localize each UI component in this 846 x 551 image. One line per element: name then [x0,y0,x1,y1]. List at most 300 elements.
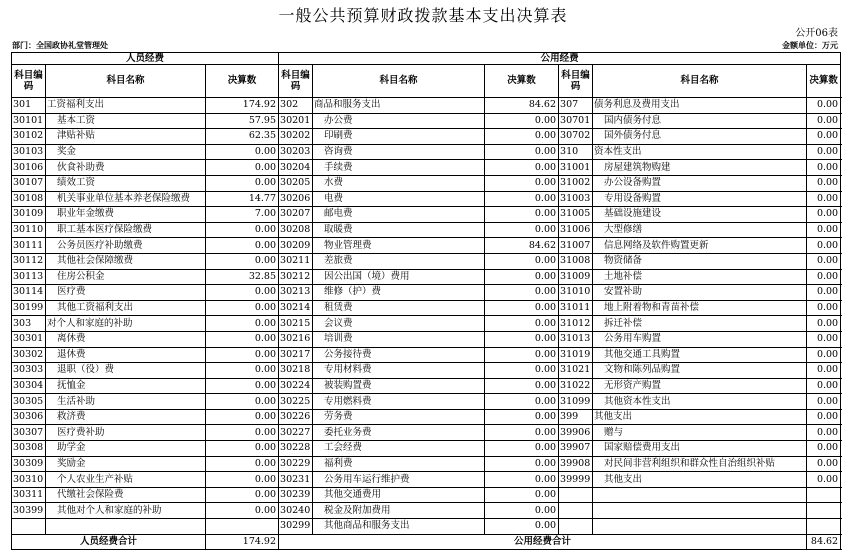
item-name: 培训费 [313,331,485,347]
page-title: 一般公共预算财政拨款基本支出决算表 [278,6,568,25]
item-code: 302 [279,98,313,114]
item-code: 30217 [279,347,313,363]
item-name: 因公出国（境）费用 [313,269,485,285]
table-row [12,347,841,363]
item-amount: 0.00 [206,222,279,238]
item-code: 30218 [279,363,313,379]
item-amount: 0.00 [807,472,841,488]
table-row [12,394,841,410]
item-code: 30306 [12,409,46,425]
item-code [559,519,593,535]
item-name: 拆迁补偿 [593,316,807,332]
item-code: 30307 [12,425,46,441]
table-row [12,191,841,207]
item-amount: 32.85 [206,269,279,285]
item-code: 30209 [279,238,313,254]
item-name: 抚恤金 [46,378,206,394]
item-name: 税金及附加费用 [313,503,485,519]
item-code: 307 [559,98,593,114]
item-code: 30101 [12,113,46,129]
item-code: 31011 [559,300,593,316]
item-amount: 0.00 [206,144,279,160]
table-row [12,378,841,394]
item-code: 30702 [559,129,593,145]
item-name: 专用燃料费 [313,394,485,410]
item-amount: 0.00 [206,425,279,441]
item-code: 30108 [12,191,46,207]
amount-header: 决算数 [206,65,279,98]
item-code: 30215 [279,316,313,332]
item-name: 无形资产购置 [593,378,807,394]
item-name: 电费 [313,191,485,207]
item-code [559,503,593,519]
item-name: 医疗费 [46,285,206,301]
item-code: 30201 [279,113,313,129]
item-code: 30112 [12,253,46,269]
item-name: 代缴社会保险费 [46,487,206,503]
item-code: 30205 [279,175,313,191]
item-amount: 0.00 [206,409,279,425]
item-amount: 0.00 [206,331,279,347]
item-code: 399 [559,409,593,425]
item-code: 30231 [279,472,313,488]
item-amount: 0.00 [206,378,279,394]
item-name: 退职（役）费 [46,363,206,379]
item-code: 30199 [12,300,46,316]
item-code: 30311 [12,487,46,503]
item-name: 邮电费 [313,207,485,223]
expenditure-table [11,52,841,550]
item-name: 其他商品和服务支出 [313,519,485,535]
item-code: 30103 [12,144,46,160]
item-code: 39999 [559,472,593,488]
item-name: 机关事业单位基本养老保险缴费 [46,191,206,207]
item-name: 委托业务费 [313,425,485,441]
item-code: 303 [12,316,46,332]
item-amount: 62.35 [206,129,279,145]
item-name: 大型修缮 [593,222,807,238]
item-code: 30106 [12,160,46,176]
item-code: 30701 [559,113,593,129]
item-amount: 0.00 [807,409,841,425]
item-amount: 0.00 [206,316,279,332]
item-name: 奖励金 [46,456,206,472]
item-name: 奖金 [46,144,206,160]
item-amount: 0.00 [807,238,841,254]
item-code [12,519,46,535]
item-code: 30226 [279,409,313,425]
item-name: 职工基本医疗保险缴费 [46,222,206,238]
item-code: 30239 [279,487,313,503]
item-name: 其他社会保障缴费 [46,253,206,269]
item-code: 31099 [559,394,593,410]
table-row [12,300,841,316]
section-header-row [12,53,841,65]
item-name: 会议费 [313,316,485,332]
item-code: 30303 [12,363,46,379]
table-row [12,269,841,285]
item-amount: 0.00 [485,347,559,363]
item-code: 31009 [559,269,593,285]
item-code: 30204 [279,160,313,176]
item-amount: 0.00 [206,160,279,176]
item-code [559,487,593,503]
item-amount: 0.00 [206,441,279,457]
item-amount: 0.00 [807,253,841,269]
item-code: 30113 [12,269,46,285]
item-amount: 0.00 [807,425,841,441]
item-name: 职业年金缴费 [46,207,206,223]
code-header: 科目编码 [12,65,46,98]
item-name: 基本工资 [46,113,206,129]
item-name: 住房公积金 [46,269,206,285]
item-name: 伙食补助费 [46,160,206,176]
item-name: 租赁费 [313,300,485,316]
item-name: 物资储备 [593,253,807,269]
item-name: 其他资本性支出 [593,394,807,410]
item-amount: 0.00 [807,441,841,457]
item-amount: 84.62 [485,238,559,254]
item-name: 绩效工资 [46,175,206,191]
item-amount: 0.00 [206,472,279,488]
item-name: 其他交通费用 [313,487,485,503]
item-amount: 0.00 [206,285,279,301]
item-amount: 0.00 [485,207,559,223]
item-name [593,519,807,535]
item-code: 30114 [12,285,46,301]
item-name: 公务员医疗补助缴费 [46,238,206,254]
table-row [12,503,841,519]
table-row [12,285,841,301]
item-name: 文物和陈列品购置 [593,363,807,379]
item-code: 301 [12,98,46,114]
item-amount: 0.00 [206,300,279,316]
table-row [12,144,841,160]
item-amount: 0.00 [485,487,559,503]
item-code: 30224 [279,378,313,394]
item-amount [807,519,841,535]
item-code: 30399 [12,503,46,519]
item-amount: 0.00 [807,98,841,114]
item-code: 31002 [559,175,593,191]
table-row [12,175,841,191]
amount-header: 决算数 [485,65,559,98]
item-code: 30109 [12,207,46,223]
item-amount: 0.00 [807,113,841,129]
item-code: 30207 [279,207,313,223]
item-amount: 0.00 [807,347,841,363]
item-name: 维修（护）费 [313,285,485,301]
item-amount: 84.62 [485,98,559,114]
item-amount: 0.00 [807,129,841,145]
table-row [12,425,841,441]
item-code: 31022 [559,378,593,394]
item-amount: 0.00 [206,503,279,519]
item-name: 安置补助 [593,285,807,301]
item-code: 30102 [12,129,46,145]
item-code: 30111 [12,238,46,254]
item-amount: 0.00 [485,129,559,145]
item-name: 福利费 [313,456,485,472]
item-code: 31006 [559,222,593,238]
item-name: 基础设施建设 [593,207,807,223]
item-amount: 14.77 [206,191,279,207]
item-name: 救济费 [46,409,206,425]
item-code: 30206 [279,191,313,207]
item-amount: 0.00 [206,394,279,410]
item-name: 被装购置费 [313,378,485,394]
item-amount [807,487,841,503]
item-code: 30202 [279,129,313,145]
item-name: 印刷费 [313,129,485,145]
item-code: 30304 [12,378,46,394]
item-code: 39907 [559,441,593,457]
public-total-value: 84.62 [807,534,841,550]
item-code: 30240 [279,503,313,519]
table-row [12,331,841,347]
code-header: 科目编码 [559,65,593,98]
item-code: 31010 [559,285,593,301]
item-amount: 7.00 [206,207,279,223]
form-number: 公开06表 [795,28,838,39]
item-amount: 0.00 [807,160,841,176]
item-amount: 0.00 [485,472,559,488]
item-amount: 0.00 [807,331,841,347]
item-code: 30299 [279,519,313,535]
personnel-total-label: 人员经费合计 [12,534,206,550]
item-name: 办公设备购置 [593,175,807,191]
item-name: 国外债务付息 [593,129,807,145]
table-row [12,487,841,503]
item-name [46,519,206,535]
item-amount: 0.00 [206,487,279,503]
name-header: 科目名称 [593,65,807,98]
table-row [12,98,841,114]
table-row [12,456,841,472]
item-code: 39906 [559,425,593,441]
table-row [12,207,841,223]
item-code: 30203 [279,144,313,160]
item-amount: 0.00 [807,316,841,332]
item-amount: 0.00 [485,253,559,269]
item-amount: 0.00 [807,207,841,223]
table-row [12,409,841,425]
item-amount: 57.95 [206,113,279,129]
public-total-label: 公用经费合计 [279,534,807,550]
item-name: 对民间非营利组织和群众性自治组织补贴 [593,456,807,472]
item-amount: 0.00 [206,347,279,363]
item-amount: 0.00 [807,285,841,301]
unit-label: 金额单位：万元 [782,40,838,50]
item-amount: 0.00 [485,425,559,441]
item-code: 30309 [12,456,46,472]
item-name: 退休费 [46,347,206,363]
item-amount: 0.00 [485,160,559,176]
item-amount: 0.00 [485,191,559,207]
item-code: 31003 [559,191,593,207]
item-amount: 0.00 [485,285,559,301]
item-amount: 0.00 [485,409,559,425]
item-name: 债务利息及费用支出 [593,98,807,114]
item-amount: 0.00 [485,113,559,129]
item-name: 专用材料费 [313,363,485,379]
item-code: 31001 [559,160,593,176]
item-code: 31013 [559,331,593,347]
table-row [12,253,841,269]
item-name: 其他支出 [593,472,807,488]
item-name: 工会经费 [313,441,485,457]
item-amount: 0.00 [807,191,841,207]
item-name: 咨询费 [313,144,485,160]
totals-row [12,534,841,550]
item-name: 取暖费 [313,222,485,238]
item-amount: 0.00 [485,300,559,316]
item-name: 专用设备购置 [593,191,807,207]
item-code: 31007 [559,238,593,254]
item-amount: 0.00 [206,363,279,379]
item-code: 30301 [12,331,46,347]
item-name: 劳务费 [313,409,485,425]
column-header-row [12,65,841,98]
item-name [593,503,807,519]
table-row [12,238,841,254]
item-amount: 0.00 [485,378,559,394]
item-name: 水费 [313,175,485,191]
item-amount: 0.00 [206,456,279,472]
item-code: 31008 [559,253,593,269]
item-amount: 0.00 [485,144,559,160]
item-code: 30211 [279,253,313,269]
item-name: 公务用车运行维护费 [313,472,485,488]
department-label: 部门：全国政协礼堂管理处 [12,40,108,50]
item-name: 助学金 [46,441,206,457]
item-amount: 0.00 [485,394,559,410]
item-amount: 0.00 [485,519,559,535]
item-amount: 0.00 [485,222,559,238]
item-amount: 0.00 [206,238,279,254]
item-name: 津贴补贴 [46,129,206,145]
item-name: 工资福利支出 [46,98,206,114]
item-name: 房屋建筑物购建 [593,160,807,176]
item-name: 信息网络及软件购置更新 [593,238,807,254]
item-name: 商品和服务支出 [313,98,485,114]
item-code: 30212 [279,269,313,285]
item-code: 30310 [12,472,46,488]
table-row [12,519,841,535]
item-code: 30225 [279,394,313,410]
item-name: 手续费 [313,160,485,176]
item-amount: 0.00 [807,300,841,316]
item-code: 310 [559,144,593,160]
item-code: 30302 [12,347,46,363]
item-code: 30216 [279,331,313,347]
public-section-header: 公用经费 [279,53,841,65]
item-name: 个人农业生产补贴 [46,472,206,488]
item-name: 离休费 [46,331,206,347]
item-amount: 0.00 [485,331,559,347]
item-amount: 0.00 [485,503,559,519]
item-amount: 0.00 [485,175,559,191]
item-code: 30107 [12,175,46,191]
item-name: 资本性支出 [593,144,807,160]
item-code: 30305 [12,394,46,410]
table-row [12,113,841,129]
item-name: 其他支出 [593,409,807,425]
item-amount: 174.92 [206,98,279,114]
item-code: 39908 [559,456,593,472]
item-amount: 0.00 [807,175,841,191]
item-code: 31012 [559,316,593,332]
item-amount: 0.00 [807,144,841,160]
table-row [12,222,841,238]
amount-header: 决算数 [807,65,841,98]
item-amount: 0.00 [807,456,841,472]
item-code: 30227 [279,425,313,441]
item-code: 30214 [279,300,313,316]
item-amount [807,503,841,519]
item-name: 地上附着物和青苗补偿 [593,300,807,316]
item-code: 30208 [279,222,313,238]
item-name: 土地补偿 [593,269,807,285]
item-name: 公务用车购置 [593,331,807,347]
item-amount: 0.00 [206,253,279,269]
item-code: 30229 [279,456,313,472]
name-header: 科目名称 [313,65,485,98]
item-amount: 0.00 [206,175,279,191]
item-name: 国内债务付息 [593,113,807,129]
item-amount: 0.00 [807,269,841,285]
personnel-section-header: 人员经费 [12,53,279,65]
item-name: 对个人和家庭的补助 [46,316,206,332]
table-row [12,472,841,488]
item-amount: 0.00 [807,222,841,238]
table-row [12,363,841,379]
item-name: 物业管理费 [313,238,485,254]
item-amount: 0.00 [807,394,841,410]
item-name: 国家赔偿费用支出 [593,441,807,457]
item-amount: 0.00 [485,441,559,457]
item-amount: 0.00 [485,363,559,379]
item-code: 31019 [559,347,593,363]
item-name: 其他工资福利支出 [46,300,206,316]
name-header: 科目名称 [46,65,206,98]
item-name: 办公费 [313,113,485,129]
item-name: 生活补助 [46,394,206,410]
item-code: 30213 [279,285,313,301]
item-name: 差旅费 [313,253,485,269]
item-amount: 0.00 [485,316,559,332]
item-code: 31005 [559,207,593,223]
table-row [12,129,841,145]
item-name: 其他交通工具购置 [593,347,807,363]
item-name: 公务接待费 [313,347,485,363]
item-name: 其他对个人和家庭的补助 [46,503,206,519]
item-amount: 0.00 [485,456,559,472]
code-header: 科目编码 [279,65,313,98]
table-row [12,160,841,176]
item-amount: 0.00 [807,363,841,379]
item-name: 医疗费补助 [46,425,206,441]
item-name: 赠与 [593,425,807,441]
item-name [593,487,807,503]
item-code: 30110 [12,222,46,238]
item-amount: 0.00 [485,269,559,285]
table-row [12,316,841,332]
item-code: 31021 [559,363,593,379]
personnel-total-value: 174.92 [206,534,279,550]
item-amount: 0.00 [807,378,841,394]
item-amount [206,519,279,535]
